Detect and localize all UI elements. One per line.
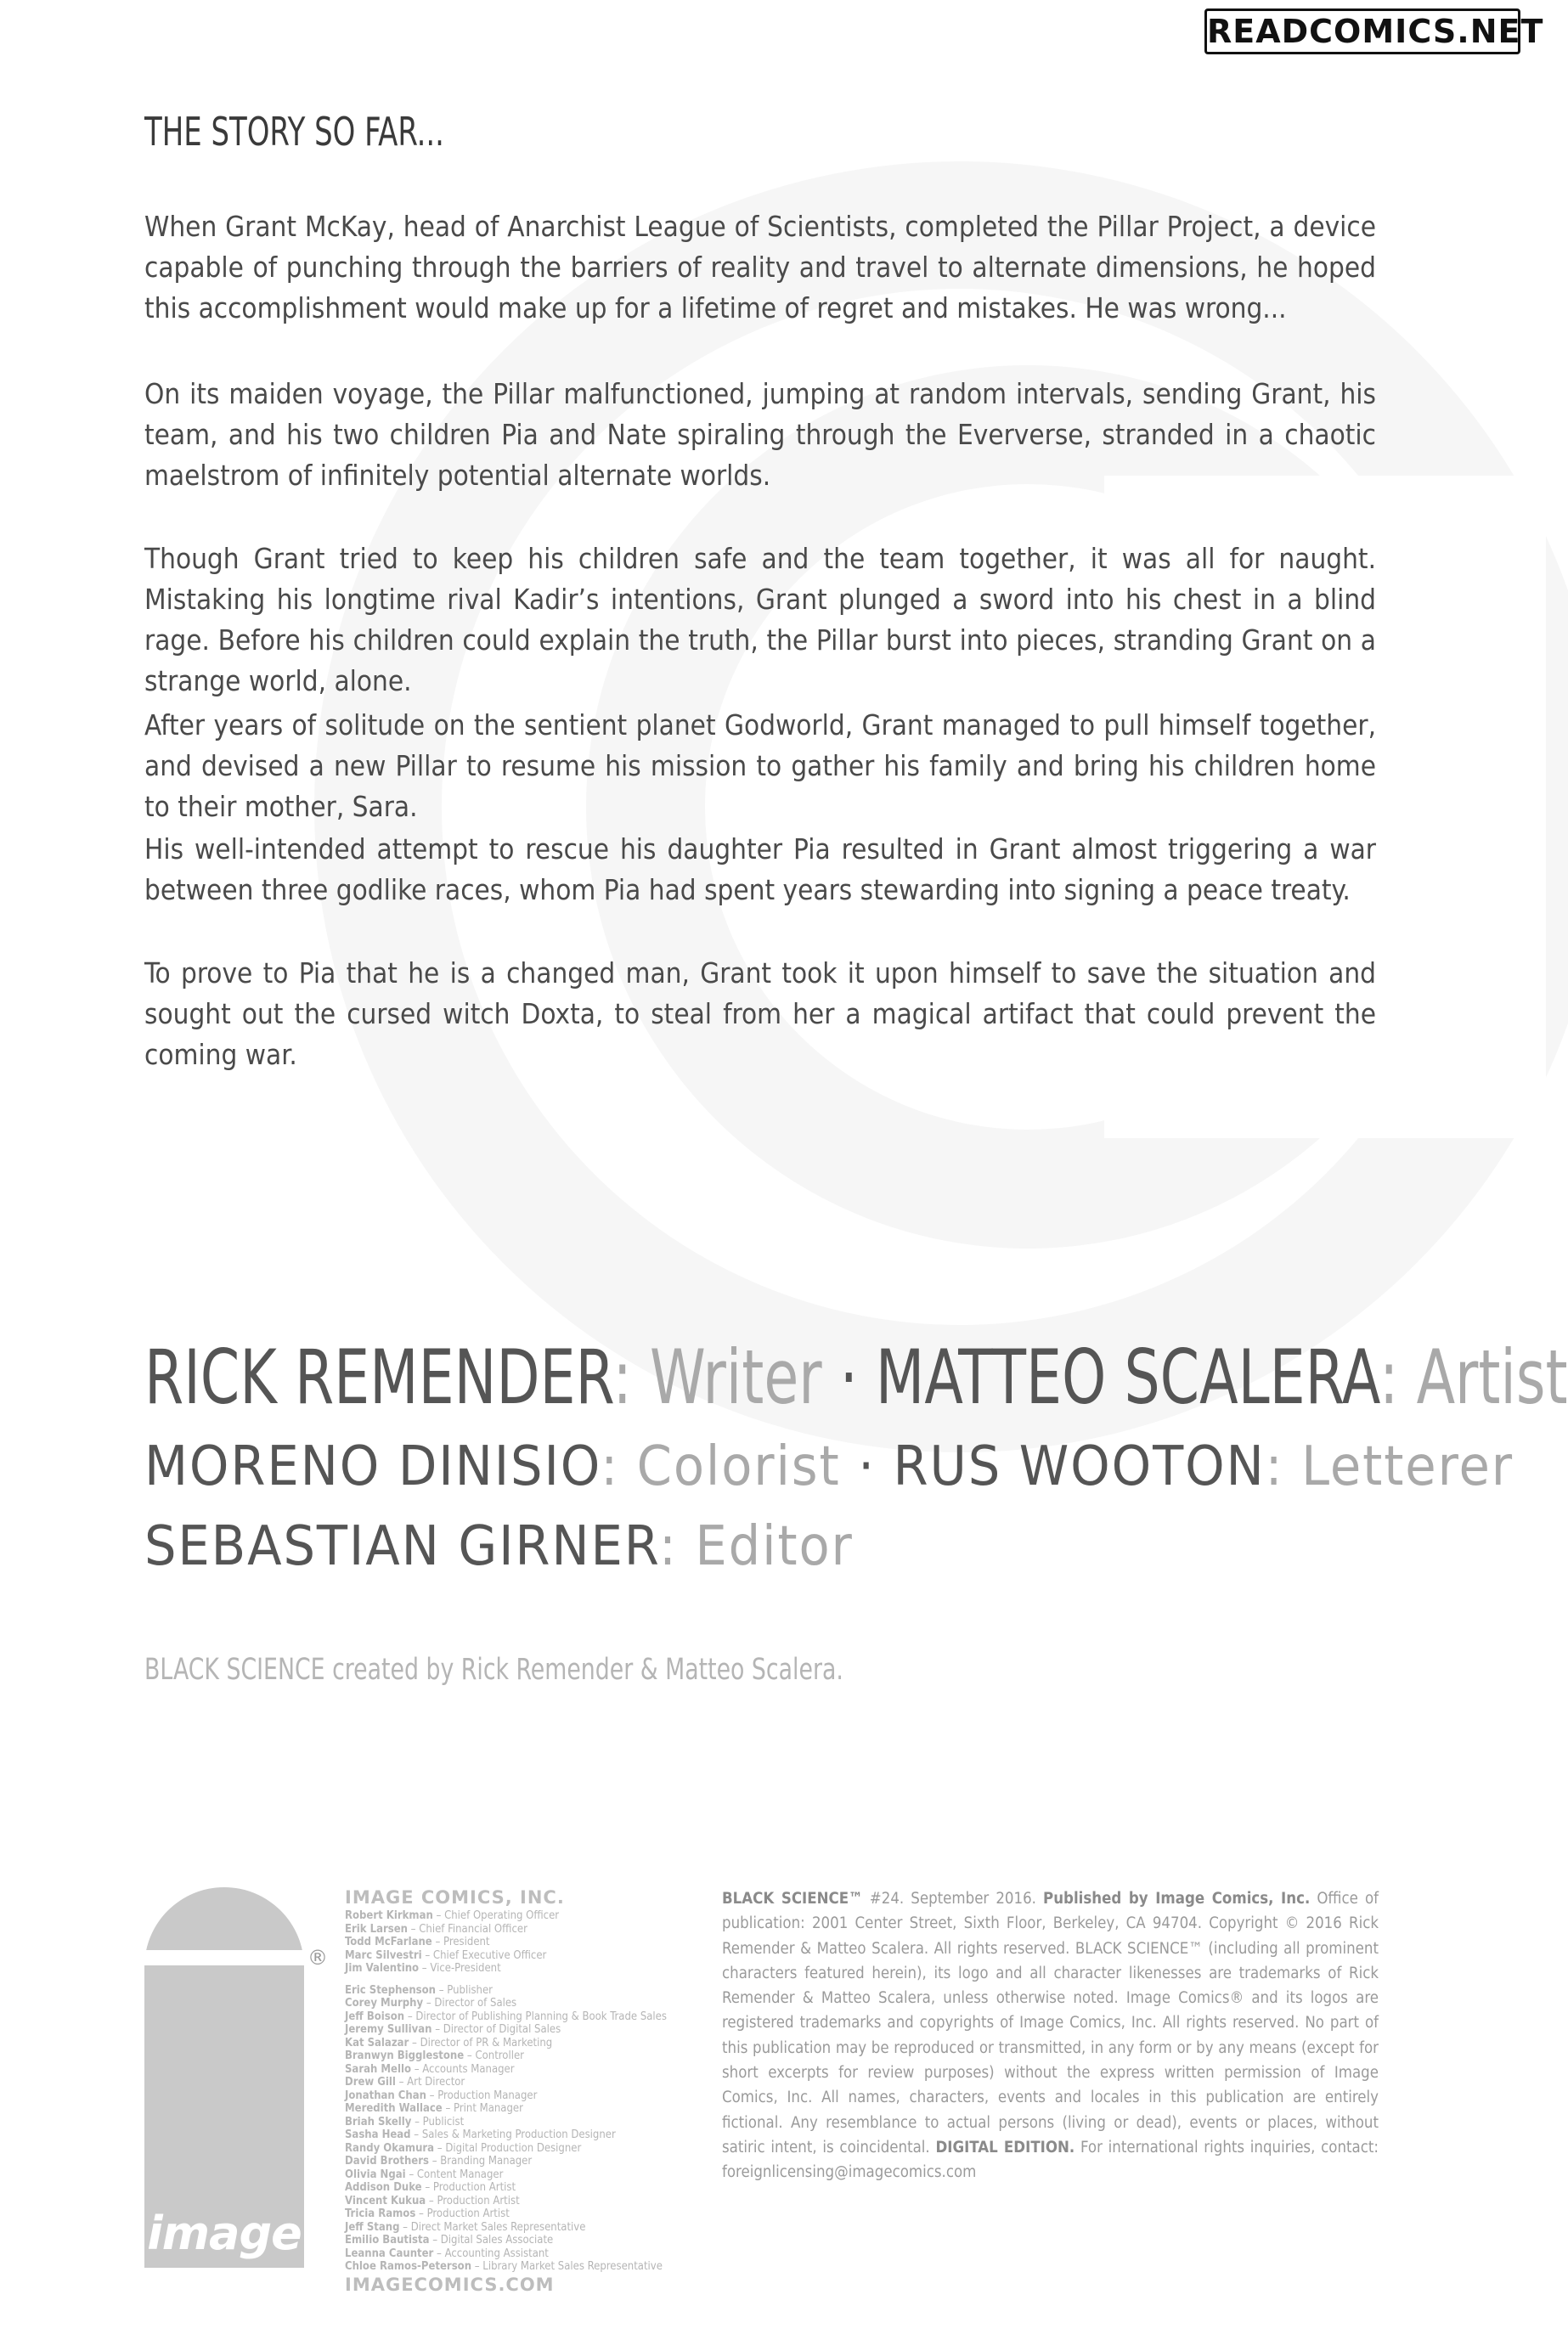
staff-entries (345, 1909, 702, 2274)
story-paragraph-1: When Grant McKay, head of Anarchist League of Scientists, completed the Pillar Project, a device capable of punching through the barriers of reality and travel to alternate dimensions, he hoped this accomplishment would make up for a lifetime of regret and mistakes. He was wrong... (144, 210, 1376, 324)
writer-role: Writer (650, 1333, 822, 1421)
publisher-url[interactable]: IMAGECOMICS.COM (345, 2274, 555, 2295)
legal-contact: For international rights inquiries, contact: foreignlicensing@imagecomics.com (722, 2138, 1379, 2182)
staff-entry: Todd McFarlane – President (345, 1936, 490, 1948)
publisher-heading: IMAGE COMICS, INC. (345, 1887, 565, 1908)
story-paragraph-5: His well-intended attempt to rescue his daughter Pia resulted in Grant almost triggering a war between three godlike races, whom Pia had spent years stewarding into signing a peace treaty. (144, 832, 1376, 906)
staff-entry: Chloe Ramos-Peterson – Library Market Sales Representative (345, 2260, 663, 2273)
staff-entry: Emilio Bautista – Digital Sales Associate (345, 2234, 554, 2247)
letterer-role: Letterer (1301, 1435, 1514, 1498)
credits-line-3: SEBASTIAN GIRNER: Editor (144, 1515, 854, 1578)
story-paragraph-3: Though Grant tried to keep his children safe and the team together, it was all for naught. Mistaking his longtime rival Kadir’s intentions, Grant plunged a sword into his chest in a blind rage. Before his children could explain the truth, the Pillar burst into pieces, stranding Grant on a strange world, alone. (144, 542, 1376, 697)
staff-entry: Robert Kirkman – Chief Operating Officer (345, 1909, 560, 1922)
staff-entry: David Brothers – Branding Manager (345, 2155, 533, 2168)
staff-entry: Jeremy Sullivan – Director of Digital Sales (345, 2023, 561, 2036)
staff-entry: Marc Silvestri – Chief Executive Officer (345, 1948, 547, 1962)
staff-entry: Jeff Stang – Direct Market Sales Representative (345, 2220, 586, 2234)
staff-entry: Jonathan Chan – Production Manager (345, 2089, 538, 2102)
staff-entry: Sarah Mello – Accounts Manager (345, 2062, 515, 2076)
colorist-role: Colorist (636, 1435, 841, 1498)
story-paragraph-2: On its maiden voyage, the Pillar malfunctioned, jumping at random intervals, sending Grant, his team, and his two children Pia and Nate spiraling through the Eververse, stranded in a chaotic maelstrom of infinitely potential alternate worlds. (144, 377, 1376, 492)
legal-title: BLACK SCIENCE™ (722, 1890, 863, 1908)
staff-entry: Olivia Ngai – Content Manager (345, 2168, 504, 2181)
site-badge[interactable]: READCOMICS.NET (1204, 8, 1520, 54)
created-by-line: BLACK SCIENCE created by Rick Remender & Matteo Scalera. (144, 1653, 843, 1687)
colorist-name: MORENO DINISIO (144, 1435, 601, 1498)
credits-line-1: RICK REMENDER: Writer · MATTEO SCALERA: Artist (144, 1333, 1568, 1421)
legal-edition: DIGITAL EDITION. (935, 2138, 1075, 2156)
staff-entry: Sasha Head – Sales & Marketing Production Designer (345, 2128, 616, 2141)
staff-entry: Erik Larsen – Chief Financial Officer (345, 1922, 527, 1936)
staff-entry: Tricia Ramos – Production Artist (345, 2207, 510, 2220)
story-paragraph-6: To prove to Pia that he is a changed man, Grant took it upon himself to save the situation and sought out the cursed witch Doxta, to steal from her a magical artifact that could prevent the coming war. (144, 956, 1376, 1071)
staff-list (345, 1887, 702, 2295)
staff-entry: Addison Duke – Production Artist (345, 2181, 516, 2194)
staff-entry: Leanna Caunter – Accounting Assistant (345, 2247, 549, 2260)
staff-entry: Drew Gill – Art Director (345, 2076, 465, 2089)
artist-name: MATTEO SCALERA (875, 1333, 1380, 1421)
story-paragraph-4: After years of solitude on the sentient planet Godworld, Grant managed to pull himself together, and devised a new Pillar to resume his mission to gather his family and bring his children home to their mother, Sara. (144, 708, 1376, 823)
letterer-name: RUS WOOTON (893, 1435, 1266, 1498)
staff-entry: Kat Salazar – Director of PR & Marketing (345, 2036, 553, 2049)
legal-issue: #24. September 2016. (862, 1890, 1043, 1908)
staff-entry: Meredith Wallace – Print Manager (345, 2102, 523, 2115)
logo-divider (144, 1950, 304, 1965)
staff-entry: Randy Okamura – Digital Production Designer (345, 2141, 582, 2155)
editor-name: SEBASTIAN GIRNER (144, 1515, 659, 1578)
staff-entry: Branwyn Bigglestone – Controller (345, 2049, 524, 2062)
credit-separator: · (839, 1333, 858, 1421)
image-logo-word: image (147, 2207, 302, 2260)
staff-entry: Vincent Kukua – Production Artist (345, 2194, 520, 2207)
staff-entry: Corey Murphy – Director of Sales (345, 1997, 517, 2010)
writer-name: RICK REMENDER (144, 1333, 613, 1421)
registered-mark: ® (307, 1946, 328, 1970)
legal-published: Published by Image Comics, Inc. (1043, 1890, 1311, 1908)
credits-line-2: MORENO DINISIO: Colorist · RUS WOOTON: Letterer (144, 1435, 1514, 1498)
credit-separator: · (858, 1435, 876, 1498)
legal-body: Office of publication: 2001 Center Street, Sixth Floor, Berkeley, CA 94704. Copyright © 2016 Rick Remender & Matteo Scalera. All rights reserved. BLACK SCIENCE™ (including all prominent characters featured herein), its logo and all character likenesses are trademarks of Rick Remender & Matteo Scalera, unless otherwise noted. Image Comics® and its logos are registered trademarks and copyrights of Image Comics, Inc. All rights reserved. No part of this publication may be reproduced or transmitted, in any form or by any means (except for short excerpts for review purposes) without the express written permission of Image Comics, Inc. All names, characters, events and locales in this publication are entirely fictional. Any resemblance to actual persons (living or dead), events or places, without satiric intent, is coincidental. (722, 1890, 1379, 2156)
staff-entry: Jeff Boison – Director of Publishing Planning & Book Trade Sales (345, 2010, 667, 2023)
staff-entry: Eric Stephenson – Publisher (345, 1983, 493, 1997)
legal-notice (722, 1886, 1379, 2185)
staff-entry: Briah Skelly – Publicist (345, 2115, 465, 2128)
editor-role: Editor (695, 1515, 854, 1578)
staff-entry: Jim Valentino – Vice-President (345, 1962, 501, 1975)
story-title: THE STORY SO FAR... (144, 109, 444, 155)
artist-role: Artist (1416, 1333, 1568, 1421)
